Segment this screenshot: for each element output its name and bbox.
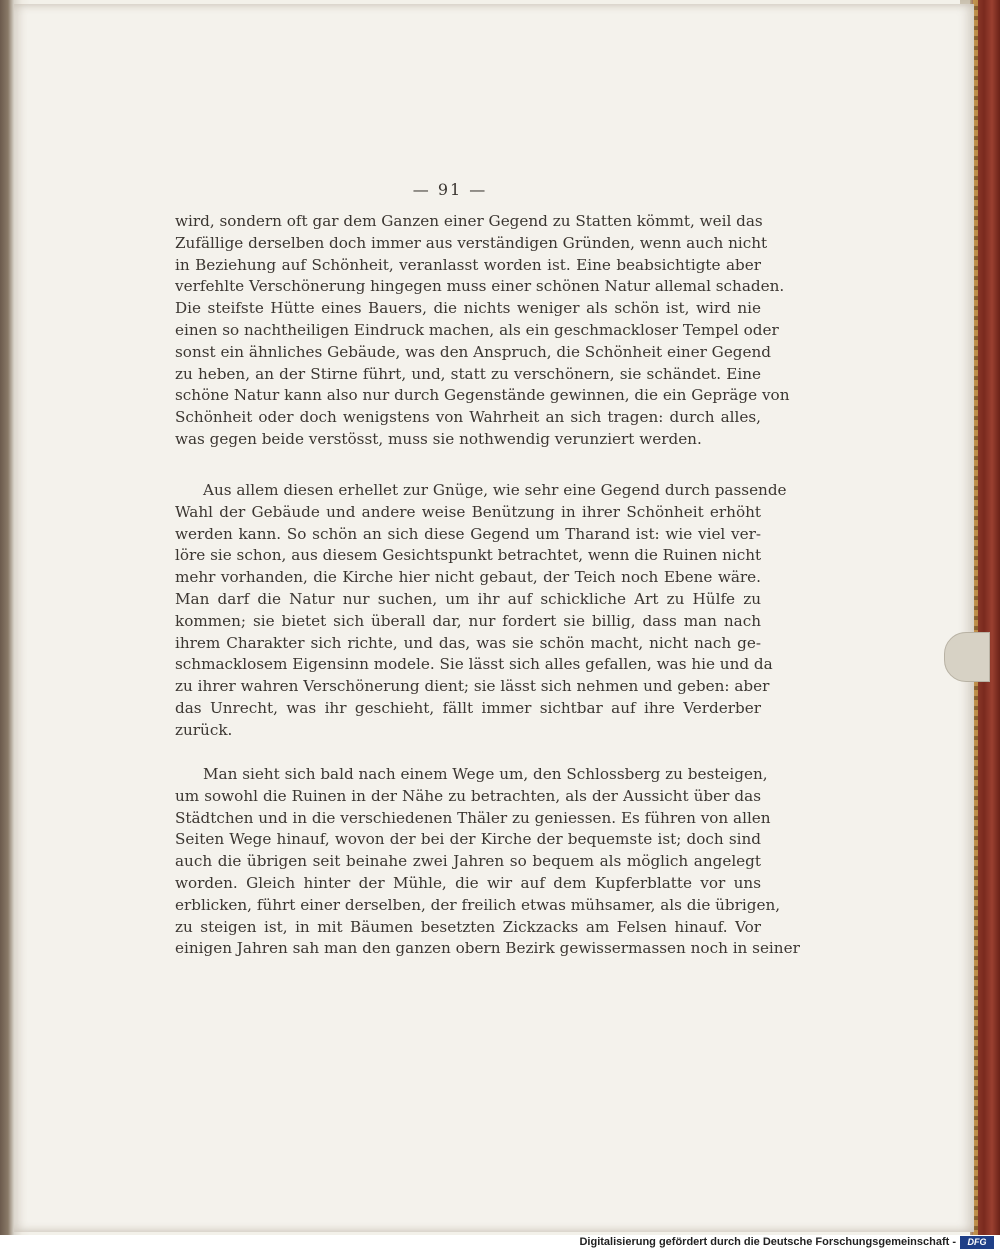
text-line: in Beziehung auf Schönheit, veranlasst worden ist. Eine beabsichtigte aber: [175, 255, 761, 274]
text-line: um sowohl die Ruinen in der Nähe zu betrachten, als der Aussicht über das: [175, 786, 761, 805]
text-line: Die steifste Hütte eines Bauers, die nichts weniger als schön ist, wird nie: [175, 299, 761, 318]
paragraph-1: [175, 211, 790, 451]
dfg-logo-icon: DFG: [960, 1236, 994, 1249]
text-line: ihrem Charakter sich richte, und das, was sie schön macht, nicht nach ge-: [175, 633, 761, 652]
text-line: verfehlte Verschönerung hingegen muss einer schönen Natur allemal schaden.: [175, 277, 785, 296]
text-line: zurück.: [175, 720, 233, 739]
footer-credit: Digitalisierung gefördert durch die Deutsche Forschungsgemeinschaft -: [579, 1236, 956, 1248]
text-line: Schönheit oder doch wenigstens von Wahrheit an sich tragen: durch alles,: [175, 408, 761, 427]
text-line: schmacklosem Eigensinn modele. Sie lässt sich alles gefallen, was hie und da: [175, 655, 773, 674]
text-line: auch die übrigen seit beinahe zwei Jahren so bequem als möglich angelegt: [175, 852, 761, 871]
text-line: worden. Gleich hinter der Mühle, die wir auf dem Kupferblatte vor uns: [175, 873, 761, 892]
paragraph-2: [175, 480, 787, 742]
text-line: Man darf die Natur nur suchen, um ihr auf schickliche Art zu Hülfe zu: [175, 589, 761, 608]
text-line: sonst ein ähnliches Gebäude, was den Anspruch, die Schönheit einer Gegend: [175, 342, 772, 361]
text-line: werden kann. So schön an sich diese Gegend um Tharand ist: wie viel ver-: [175, 524, 761, 543]
text-line: Seiten Wege hinauf, wovon der bei der Kirche der bequemste ist; doch sind: [175, 830, 761, 849]
text-line: Man sieht sich bald nach einem Wege um, den Schlossberg zu besteigen,: [203, 765, 768, 783]
text-line: erblicken, führt einer derselben, der freilich etwas mühsamer, als die übrigen,: [175, 895, 781, 914]
text-line: Zufällige derselben doch immer aus verständigen Gründen, wenn auch nicht: [175, 233, 768, 252]
text-line: schöne Natur kann also nur durch Gegenstände gewinnen, die ein Gepräge von: [175, 386, 790, 405]
text-line: einen so nachtheiligen Eindruck machen, als ein geschmackloser Tempel oder: [175, 320, 779, 339]
text-line: Aus allem diesen erhellet zur Gnüge, wie sehr eine Gegend durch passende: [203, 481, 787, 499]
text-line: kommen; sie bietet sich überall dar, nur fordert sie billig, dass man nach: [175, 611, 761, 630]
text-line: Wahl der Gebäude und andere weise Benützung in ihrer Schönheit erhöht: [175, 502, 761, 521]
text-line: zu ihrer wahren Verschönerung dient; sie lässt sich nehmen und geben: aber: [175, 677, 770, 696]
paragraph-3: [175, 764, 800, 960]
text-line: wird, sondern oft gar dem Ganzen einer Gegend zu Statten kömmt, weil das: [175, 212, 763, 230]
text-line: Städtchen und in die verschiedenen Thäler zu geniessen. Es führen von allen: [175, 808, 771, 827]
page-tab-marker: [944, 632, 990, 682]
text-line: mehr vorhanden, die Kirche hier nicht gebaut, der Teich noch Ebene wäre.: [175, 568, 761, 587]
text-line: das Unrecht, was ihr geschieht, fällt immer sichtbar auf ihre Verderber: [175, 698, 761, 717]
text-line: einigen Jahren sah man den ganzen obern Bezirk gewissermassen noch in seiner: [175, 939, 800, 958]
page-number: — 91 —: [412, 180, 488, 199]
text-line: löre sie schon, aus diesem Gesichtspunkt betrachtet, wenn die Ruinen nicht: [175, 546, 762, 565]
text-line: zu heben, an der Stirne führt, und, statt zu verschönern, sie schändet. Eine: [175, 364, 761, 383]
text-line: was gegen beide verstösst, muss sie nothwendig verunziert werden.: [175, 429, 702, 448]
text-line: zu steigen ist, in mit Bäumen besetzten Zickzacks am Felsen hinauf. Vor: [175, 917, 761, 936]
